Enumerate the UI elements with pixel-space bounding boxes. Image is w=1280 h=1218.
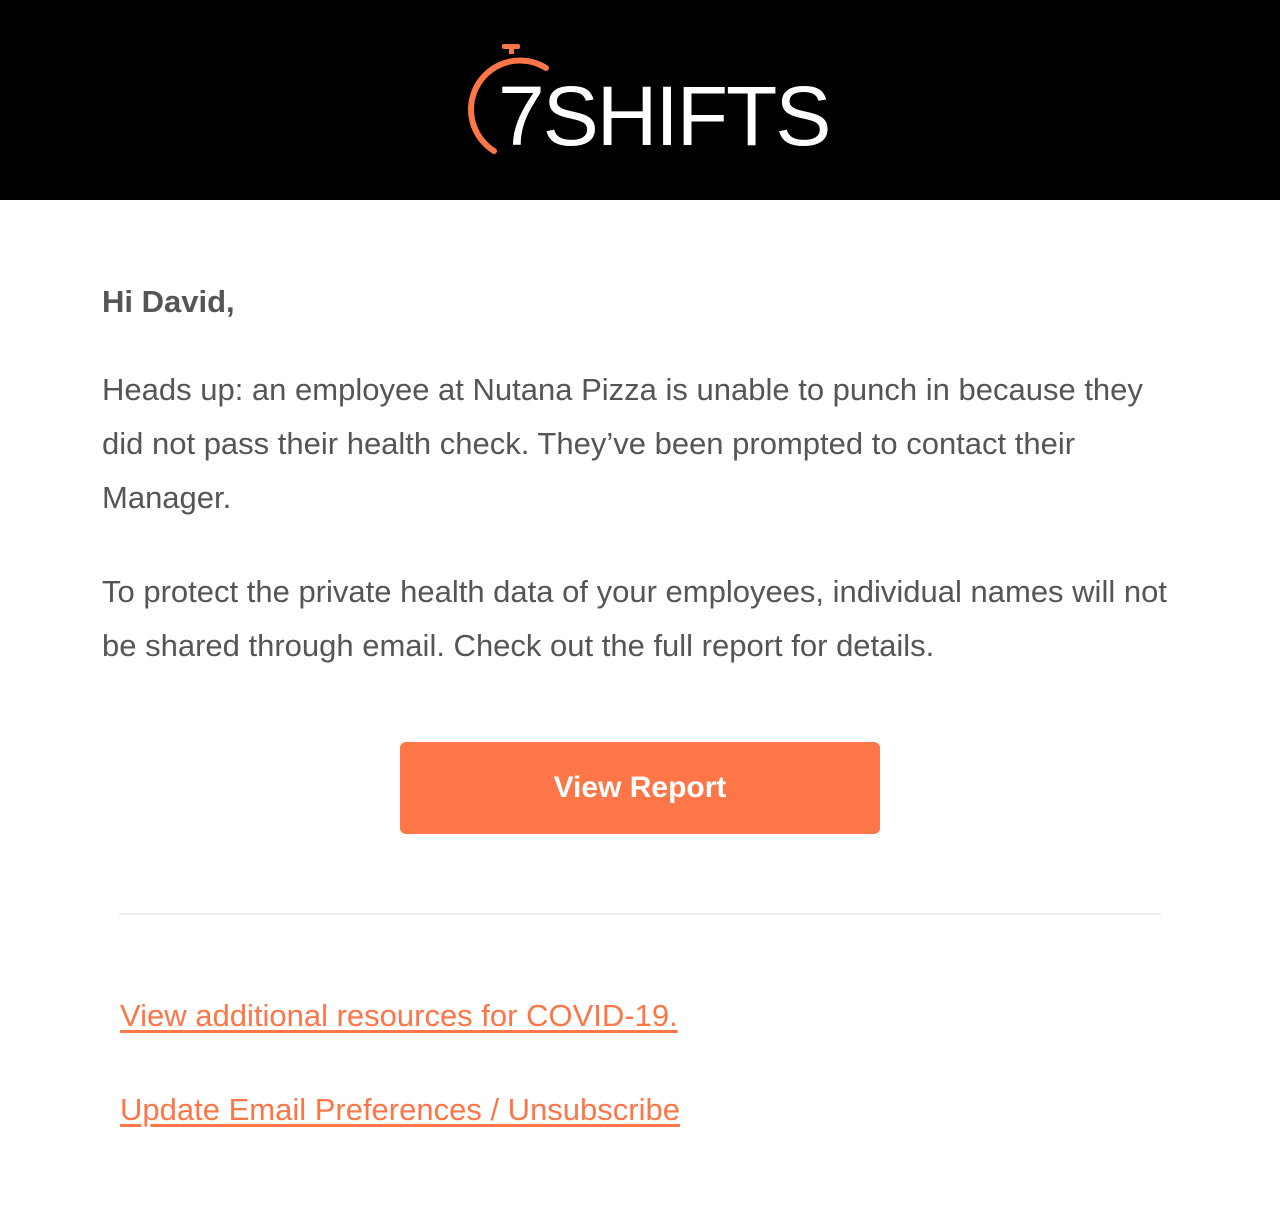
- privacy-paragraph: To protect the private health data of your employees, individual names will not be shared through email. Check out the full report for details.: [102, 574, 1167, 663]
- divider: [119, 913, 1161, 915]
- email-preferences-link[interactable]: Update Email Preferences / Unsubscribe: [120, 1092, 680, 1127]
- email-header: [0, 0, 1280, 200]
- covid-resources-link[interactable]: View additional resources for COVID-19.: [120, 998, 678, 1033]
- brand-wordmark: 7SHIFTS: [498, 69, 830, 163]
- brand-logo[interactable]: [458, 44, 830, 163]
- view-report-button[interactable]: View Report: [400, 742, 880, 834]
- greeting: Hi David,: [102, 284, 235, 319]
- alert-paragraph: Heads up: an employee at Nutana Pizza is unable to punch in because they did not pass their health check. They’ve been prompted to contact their Manager.: [102, 372, 1143, 515]
